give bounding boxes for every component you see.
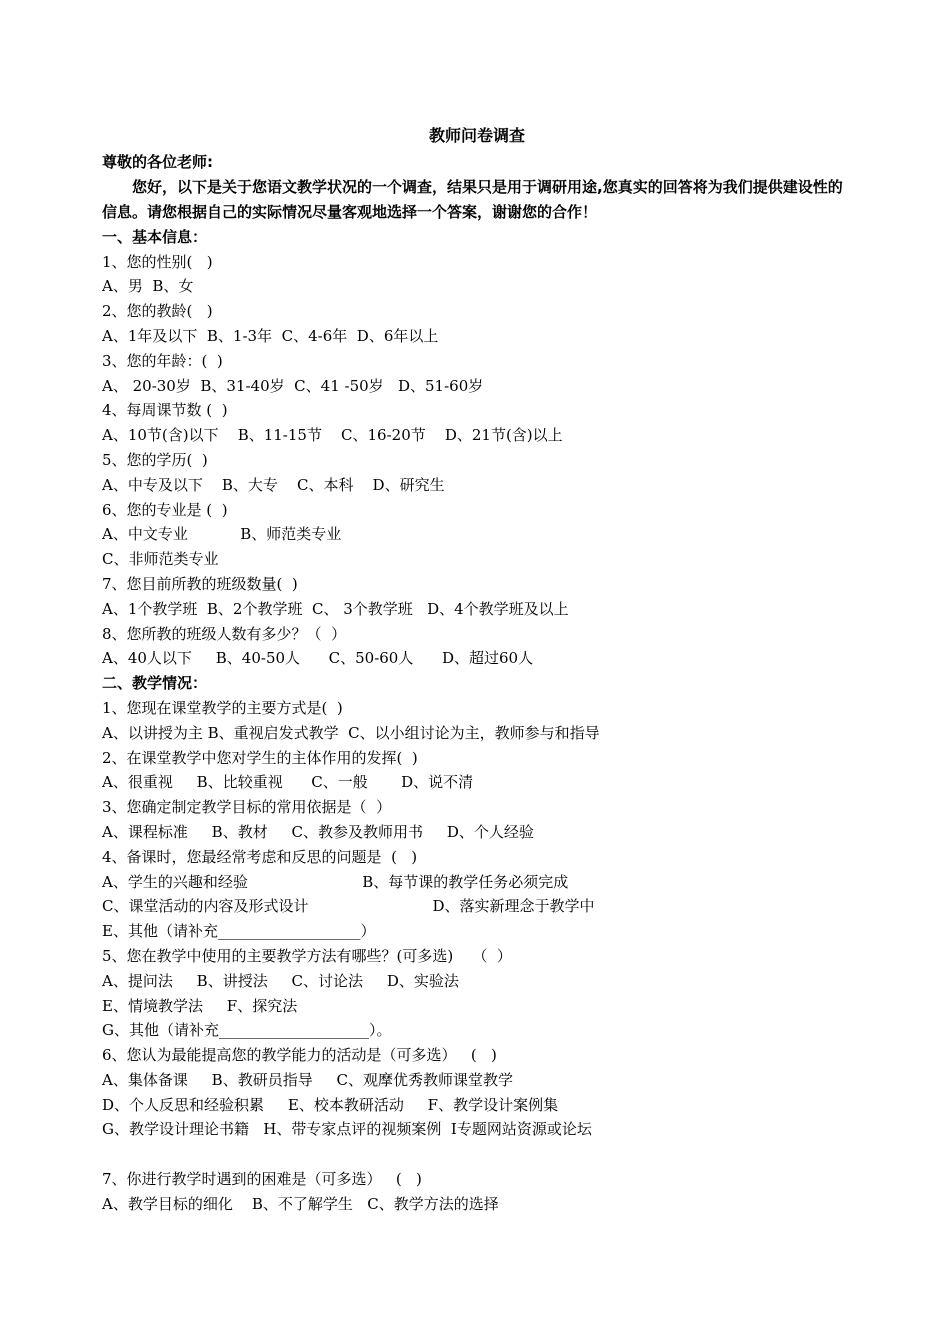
options-line: E、情境教学法 F、探究法 — [102, 996, 298, 1015]
question-line: 2、在课堂教学中您对学生的主体作用的发挥( ) — [102, 748, 418, 767]
options-line: A、以讲授为主 B、重视启发式教学 C、以小组讨论为主，教师参与和指导 — [102, 723, 600, 742]
blank-line — [102, 1142, 852, 1167]
options-line: A、提问法 B、讲授法 C、讨论法 D、实验法 — [102, 971, 459, 990]
salutation: 尊敬的各位老师: — [102, 153, 213, 171]
question-line: 8、您所教的班级人数有多少？（ ） — [102, 624, 347, 643]
section-teaching — [102, 696, 852, 1217]
options-line: A、教学目标的细化 B、不了解学生 C、教学方法的选择 — [102, 1194, 499, 1213]
question-line: 4、备课时，您最经常考虑和反思的问题是 ( ) — [102, 847, 418, 866]
question-line: 2、您的教龄( ) — [102, 302, 213, 321]
question-line: 3、您的年龄：( ) — [102, 351, 223, 370]
options-line: G、教学设计理论书籍 H、带专家点评的视频案例 I专题网站资源或论坛 — [102, 1120, 592, 1139]
options-line: G、其他（请补充____________________）。 — [102, 1021, 392, 1040]
question-line: 5、您在教学中使用的主要教学方法有哪些？(可多选) （ ） — [102, 946, 512, 965]
question-line: 6、您的专业是 ( ) — [102, 500, 228, 519]
options-line: A、学生的兴趣和经验 B、每节课的教学任务必须完成 — [102, 872, 569, 891]
options-line: A、中文专业 B、师范类专业 — [102, 525, 342, 544]
options-line: A、很重视 B、比较重视 C、一般 D、说不清 — [102, 773, 474, 792]
options-line: D、个人反思和经验积累 E、校本教研活动 F、教学设计案例集 — [102, 1095, 559, 1114]
question-line: 7、您目前所教的班级数量( ) — [102, 574, 298, 593]
section-heading-teaching: 二、教学情况： — [102, 674, 208, 693]
intro-paragraph: 您好，以下是关于您语文教学状况的一个调查，结果只是用于调研用途,您真实的回答将为我们提供建设性的信息。请您根据自己的实际情况尽量客观地选择一个答案，谢谢您的合作！ — [102, 177, 843, 221]
options-line: A、10节(含)以下 B、11-15节 C、16-20节 D、21节(含)以上 — [102, 426, 563, 445]
options-line: A、1年及以下 B、1-3年 C、4-6年 D、6年以上 — [102, 326, 439, 345]
document-page — [102, 122, 852, 1217]
options-line: A、40人以下 B、40-50人 C、50-60人 D、超过60人 — [102, 649, 534, 668]
options-line: A、集体备课 B、教研员指导 C、观摩优秀教师课堂教学 — [102, 1070, 514, 1089]
question-line: 6、您认为最能提高您的教学能力的活动是（可多选） ( ) — [102, 1046, 497, 1065]
options-line: A、中专及以下 B、大专 C、本科 D、研究生 — [102, 475, 445, 494]
options-line: A、男 B、女 — [102, 277, 194, 296]
question-line: 7、你进行教学时遇到的困难是（可多选） ( ) — [102, 1170, 422, 1189]
options-line: A、1个教学班 B、2个教学班 C、 3个教学班 D、4个教学班及以上 — [102, 599, 569, 618]
options-line: E、其他（请补充___________________） — [102, 922, 376, 941]
options-line: C、课堂活动的内容及形式设计 D、落实新理念于教学中 — [102, 897, 595, 916]
options-line: A、课程标准 B、教材 C、教参及教师用书 D、个人经验 — [102, 822, 534, 841]
question-line: 1、您的性别( ) — [102, 252, 213, 271]
question-line: 3、您确定制定教学目标的常用依据是（ ） — [102, 798, 392, 817]
question-line: 5、您的学历( ) — [102, 450, 208, 469]
question-line: 1、您现在课堂教学的主要方式是( ) — [102, 698, 343, 717]
section-heading-basic-info: 一、基本信息： — [102, 227, 208, 246]
options-line: C、非师范类专业 — [102, 550, 219, 569]
document-title: 教师问卷调查 — [428, 126, 525, 145]
options-line: A、 20-30岁 B、31-40岁 C、41 -50岁 D、51-60岁 — [102, 376, 484, 395]
question-line: 4、每周课节数 ( ) — [102, 401, 228, 420]
section-basic-info — [102, 250, 852, 672]
